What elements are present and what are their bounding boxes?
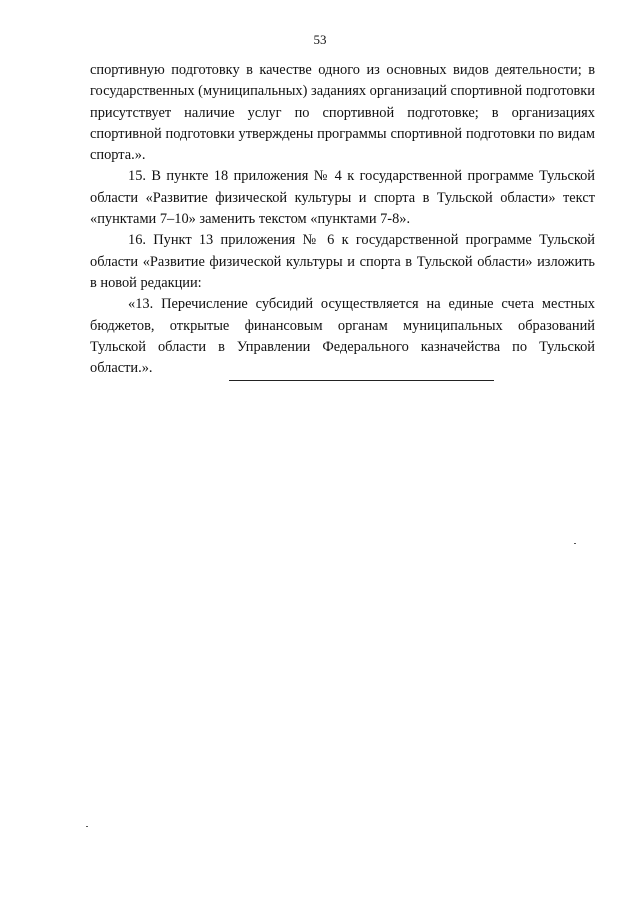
scan-speck (86, 826, 88, 827)
end-divider-line (229, 380, 494, 381)
page-number: 53 (313, 32, 327, 47)
paragraph-continuation: спортивную подготовку в качестве одного из основных видов деятельности; в государственных (муниципальных) заданиях организаций спортивной подготовки присутствует наличие услуг по спортивной подготовке; в организациях спортивной подготовки утверждены программы спортивной подготовки по видам спорта.». (90, 62, 595, 164)
paragraph-quoted-item-13: «13. Перечисление субсидий осуществляется на единые счета местных бюджетов, открытые финансовым органам муниципальных образований Тульской области в Управлении Федерального казначейства по Тульской области.». (90, 296, 595, 377)
scan-speck (574, 543, 576, 544)
paragraph-item-16: 16. Пункт 13 приложения № 6 к государственной программе Тульской области «Развитие физической культуры и спорта в Тульской области» изложить в новой редакции: (90, 232, 595, 291)
document-body (90, 60, 595, 379)
paragraph-item-15: 15. В пункте 18 приложения № 4 к государственной программе Тульской области «Развитие физической культуры и спорта в Тульской области» текст «пунктами 7–10» заменить текстом «пунктами 7-8». (90, 168, 595, 228)
